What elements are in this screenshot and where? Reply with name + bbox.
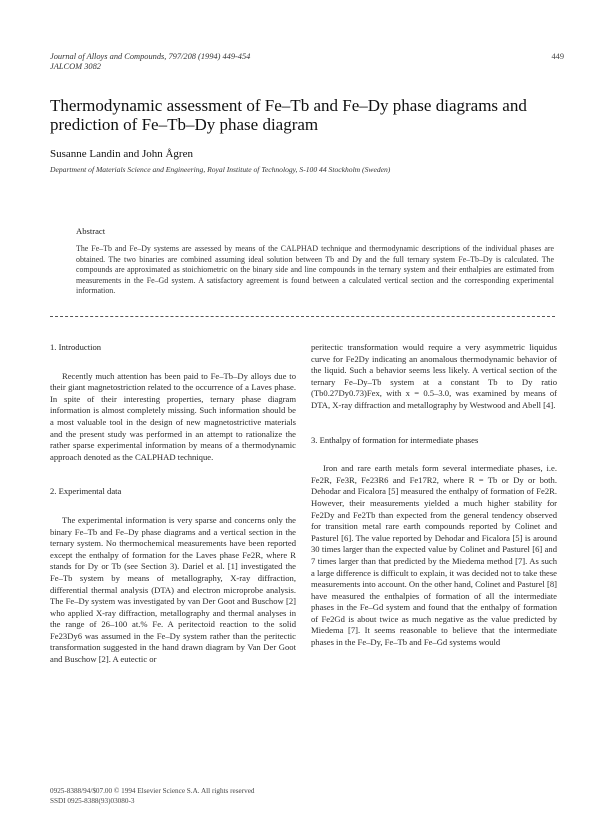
abstract-heading: Abstract: [76, 226, 106, 236]
journal-line-2: JALCOM 3082: [50, 62, 101, 71]
paper-title: Thermodynamic assessment of Fe–Tb and Fe–Dy phase diagrams and prediction of Fe–Tb–Dy phase diagram: [50, 96, 527, 134]
section-1-paragraph: Recently much attention has been paid to Fe–Tb–Dy alloys due to their giant magnetostriction related to the occurrence of a Laves phase. In spite of their interesting properties, ternary phase diagram information is almost completely missing. Such information should be a most valuable tool in the design of new magnetostrictive materials and the present study was performed in an attempt to rationalize the rather sparse experimental information by means of a thermodynamic approach denoted as the CALPHAD technique.: [50, 370, 296, 462]
section-3-heading: 3. Enthalpy of formation for intermediate phases: [311, 434, 479, 445]
affiliation: Department of Materials Science and Engineering, Royal Institute of Technology, S-100 44 Stockholm (Sweden): [50, 165, 391, 174]
copyright-footer: [50, 787, 254, 806]
section-divider: [50, 316, 555, 317]
right-column: [311, 342, 557, 649]
section-1-heading: 1. Introduction: [50, 342, 102, 352]
section-2-heading: 2. Experimental data: [50, 486, 122, 497]
section-3-paragraph: Iron and rare earth metals form several intermediate phases, i.e. Fe2R, Fe3R, Fe23R6 and Fe17R2, where R = Tb or Dy or both. Dehodar and Ficalora [5] measured the enthalpy of formation of Fe2R. However, their measurements yielded a much higher stability for Fe2Dy and Fe2Tb than expected from the general tendency observed for transition metal rare earth compounds reported by Colinet and Pasturel [6]. The value reported by Dehodar and Ficalora [5] is around 30 times larger than the expected value by Colinet and Pasturel [6] and 7 times larger than that predicted by the Miedema method [7]. As such a large difference is difficult to explain, it was decided not to take these measurements into account. On the other hand, Colinet and Pasturel [8] have measured the enthalpies of formation of all the intermediate phases in the Fe–Gd system and found that the enthalpy of formation of Fe2Gd is about twice as much negative as the value predicted by Miedema [7]. It seems reasonable to believe that the intermediate phases in the Fe–Dy, Fe–Tb and Fe–Gd systems would: [311, 463, 557, 648]
page-number: 449: [551, 52, 564, 61]
section-2-paragraph: The experimental information is very sparse and concerns only the binary Fe–Tb and Fe–Dy phase diagrams and a vertical section in the ternary system. No thermochemical measurements have been reported except the enthalpy of formation for the Laves phase Fe2R, where R stands for Dy or Tb (see Section 3). Dariel et al. [1] investigated the Fe–Tb system by means of metallography, X-ray diffraction, differential thermal analysis (DTA) and electron microprobe analysis. The Fe–Dy system was investigated by van Der Goot and Buschow [2] who applied X-ray diffraction, metallography and thermal analyses in the range of 26–100 at.% Fe. A peritectoid reaction to the solid Fe23Dy6 was assumed in the Fe–Dy system rather than the peritectic transformation suggested in the hand drawn diagram by Van Der Goot and Buschow [2]. A eutectic or: [50, 514, 296, 665]
copyright-line: 0925-8388/94/$07.00 © 1994 Elsevier Science S.A. All rights reserved: [50, 787, 255, 795]
authors: Susanne Landin and John Ågren: [50, 148, 193, 160]
ssdi-line: SSDI 0925-8388(93)03080-3: [50, 796, 135, 805]
continued-paragraph: peritectic transformation would require a very asymmetric liquidus curve for Fe2Dy indicating an anomalous thermodynamic behavior of the liquid. Such a behavior seems less likely. A vertical section of the ternary Fe–Dy–Tb system at a constant Tb to Dy ratio (Tb0.27Dy0.73)Fex, with x = 0.5–3.0, was examined by means of DTA, X-ray diffraction and metallography by Westwood and Abell [4].: [311, 342, 557, 410]
abstract-text: The Fe–Tb and Fe–Dy systems are assessed by means of the CALPHAD technique and thermodynamic descriptions of the individual phases are obtained. The two binaries are combined assuming ideal solution between Tb and Dy and the full ternary system Fe–Tb–Dy is calculated. The compounds are approximated as stoichiometric on the binary side and line compounds in the ternary system and their enthalpies are estimated from measurements in the Fe–Gd system. A satisfactory agreement is found between a calculated vertical section and the corresponding experimental information.: [76, 244, 554, 296]
journal-citation: [50, 52, 250, 72]
left-column: [50, 342, 296, 666]
journal-line-1: Journal of Alloys and Compounds, 797/208 (1994) 449-454: [50, 52, 251, 61]
